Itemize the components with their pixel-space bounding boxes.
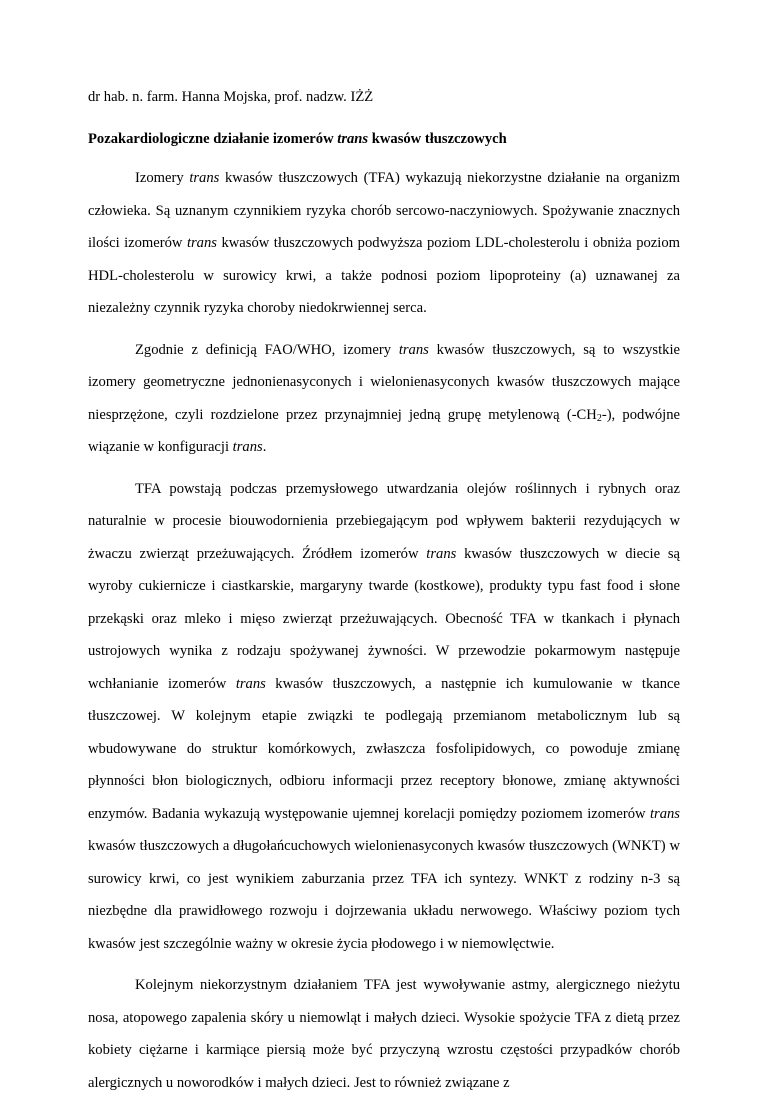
p3-italic-2: trans [235, 675, 266, 692]
paragraph-4 [88, 969, 680, 1099]
title-italic-trans: trans [337, 130, 369, 147]
title-text-start: Pozakardiologiczne działanie izomerów [88, 130, 338, 147]
p2-text-2: kwasów tłuszczowych, są to wszystkie izomery geometryczne jednonienasyconych i wielonienasyconych kwasów tłuszczowych mające niesprzężone, czyli rozdzielone przez przynajmniej jedną grupę metylenową (-CH [88, 341, 680, 423]
p3-italic-1: trans [426, 545, 457, 562]
p1-text-3: kwasów tłuszczowych podwyższa poziom LDL-cholesterolu i obniża poziom HDL-cholesterolu w surowicy krwi, a także podnosi poziom lipoproteiny (a) uznawanej za niezależny czynnik ryzyka choroby niedokrwiennej serca. [88, 235, 680, 316]
p2-italic-1: trans [398, 341, 429, 358]
p3-text-2: kwasów tłuszczowych w diecie są wyroby cukiernicze i ciastkarskie, margaryny twarde (kostkowe), produkty typu fast food i słone przekąski oraz mleko i mięso zwierząt przeżuwających. Obecność TFA w tkankach i płynach ustrojowych wynika z rodzaju spożywanej żywności. W przewodzie pokarmowym następuje wchłanianie izomerów [88, 545, 680, 692]
p3-text-1: TFA powstają podczas przemysłowego utwardzania olejów roślinnych i rybnych oraz naturalnie w procesie biouwodornienia przebiegającym pod wpływem bakterii rezydujących w żwaczu zwierząt przeżuwających. Źródłem izomerów [88, 480, 680, 562]
p2-text-3: -), podwójne wiązanie w konfiguracji [88, 406, 680, 455]
p2-text-4: . [262, 439, 267, 455]
p1-italic-1: trans [189, 170, 220, 186]
p1-italic-2: trans [186, 235, 217, 251]
p2-text-1: Zgodnie z definicją FAO/WHO, izomery [135, 341, 399, 358]
p1-text-1: Izomery [135, 170, 190, 186]
author-line: dr hab. n. farm. Hanna Mojska, prof. nadzw. IŻŻ [88, 89, 374, 105]
document-title [88, 123, 680, 156]
p3-text-3: kwasów tłuszczowych, a następnie ich kumulowanie w tkance tłuszczowej. W kolejnym etapie związki te podlegają przemianom metabolicznym lub są wbudowywane do struktur komórkowych, zwłaszcza fosfolipidowych, co powoduje zmianę płynności błon biologicznych, odbioru informacji przez receptory błonowe, zmianę aktywności enzymów. Badania wykazują występowanie ujemnej korelacji pomiędzy poziomem izomerów [88, 675, 680, 822]
paragraph-3 [88, 473, 680, 961]
paragraph-2 [88, 334, 680, 464]
paragraph-1 [88, 162, 680, 325]
p4-text-1: Kolejnym niekorzystnym działaniem TFA jest wywoływanie astmy, alergicznego nieżytu nosa, atopowego zapalenia skóry u niemowląt i małych dzieci. Wysokie spożycie TFA z dietą przez kobiety ciężarne i karmiące piersią może być przyczyną wzrostu częstości przypadków chorób alergicznych u noworodków i małych dzieci. Jest to również związane z [88, 977, 680, 1091]
title-text-end: kwasów tłuszczowych [368, 130, 507, 147]
p3-italic-3: trans [649, 805, 680, 822]
p2-italic-2: trans [232, 439, 263, 455]
p3-text-4: kwasów tłuszczowych a długołańcuchowych wielonienasyconych kwasów tłuszczowych (WNKT) w surowicy krwi, co jest wynikiem zaburzania przez TFA ich syntezy. WNKT z rodziny n-3 są niezbędne dla prawidłowego rozwoju i dojrzewania układu nerwowego. Właściwy poziom tych kwasów jest szczególnie ważny w okresie życia płodowego i w niemowlęctwie. [88, 838, 680, 952]
p2-subscript: 2 [596, 412, 602, 424]
p1-text-2: kwasów tłuszczowych (TFA) wykazują niekorzystne działanie na organizm człowieka. Są uznanym czynnikiem ryzyka chorób sercowo-naczyniowych. Spożywanie znacznych ilości izomerów [88, 170, 680, 251]
